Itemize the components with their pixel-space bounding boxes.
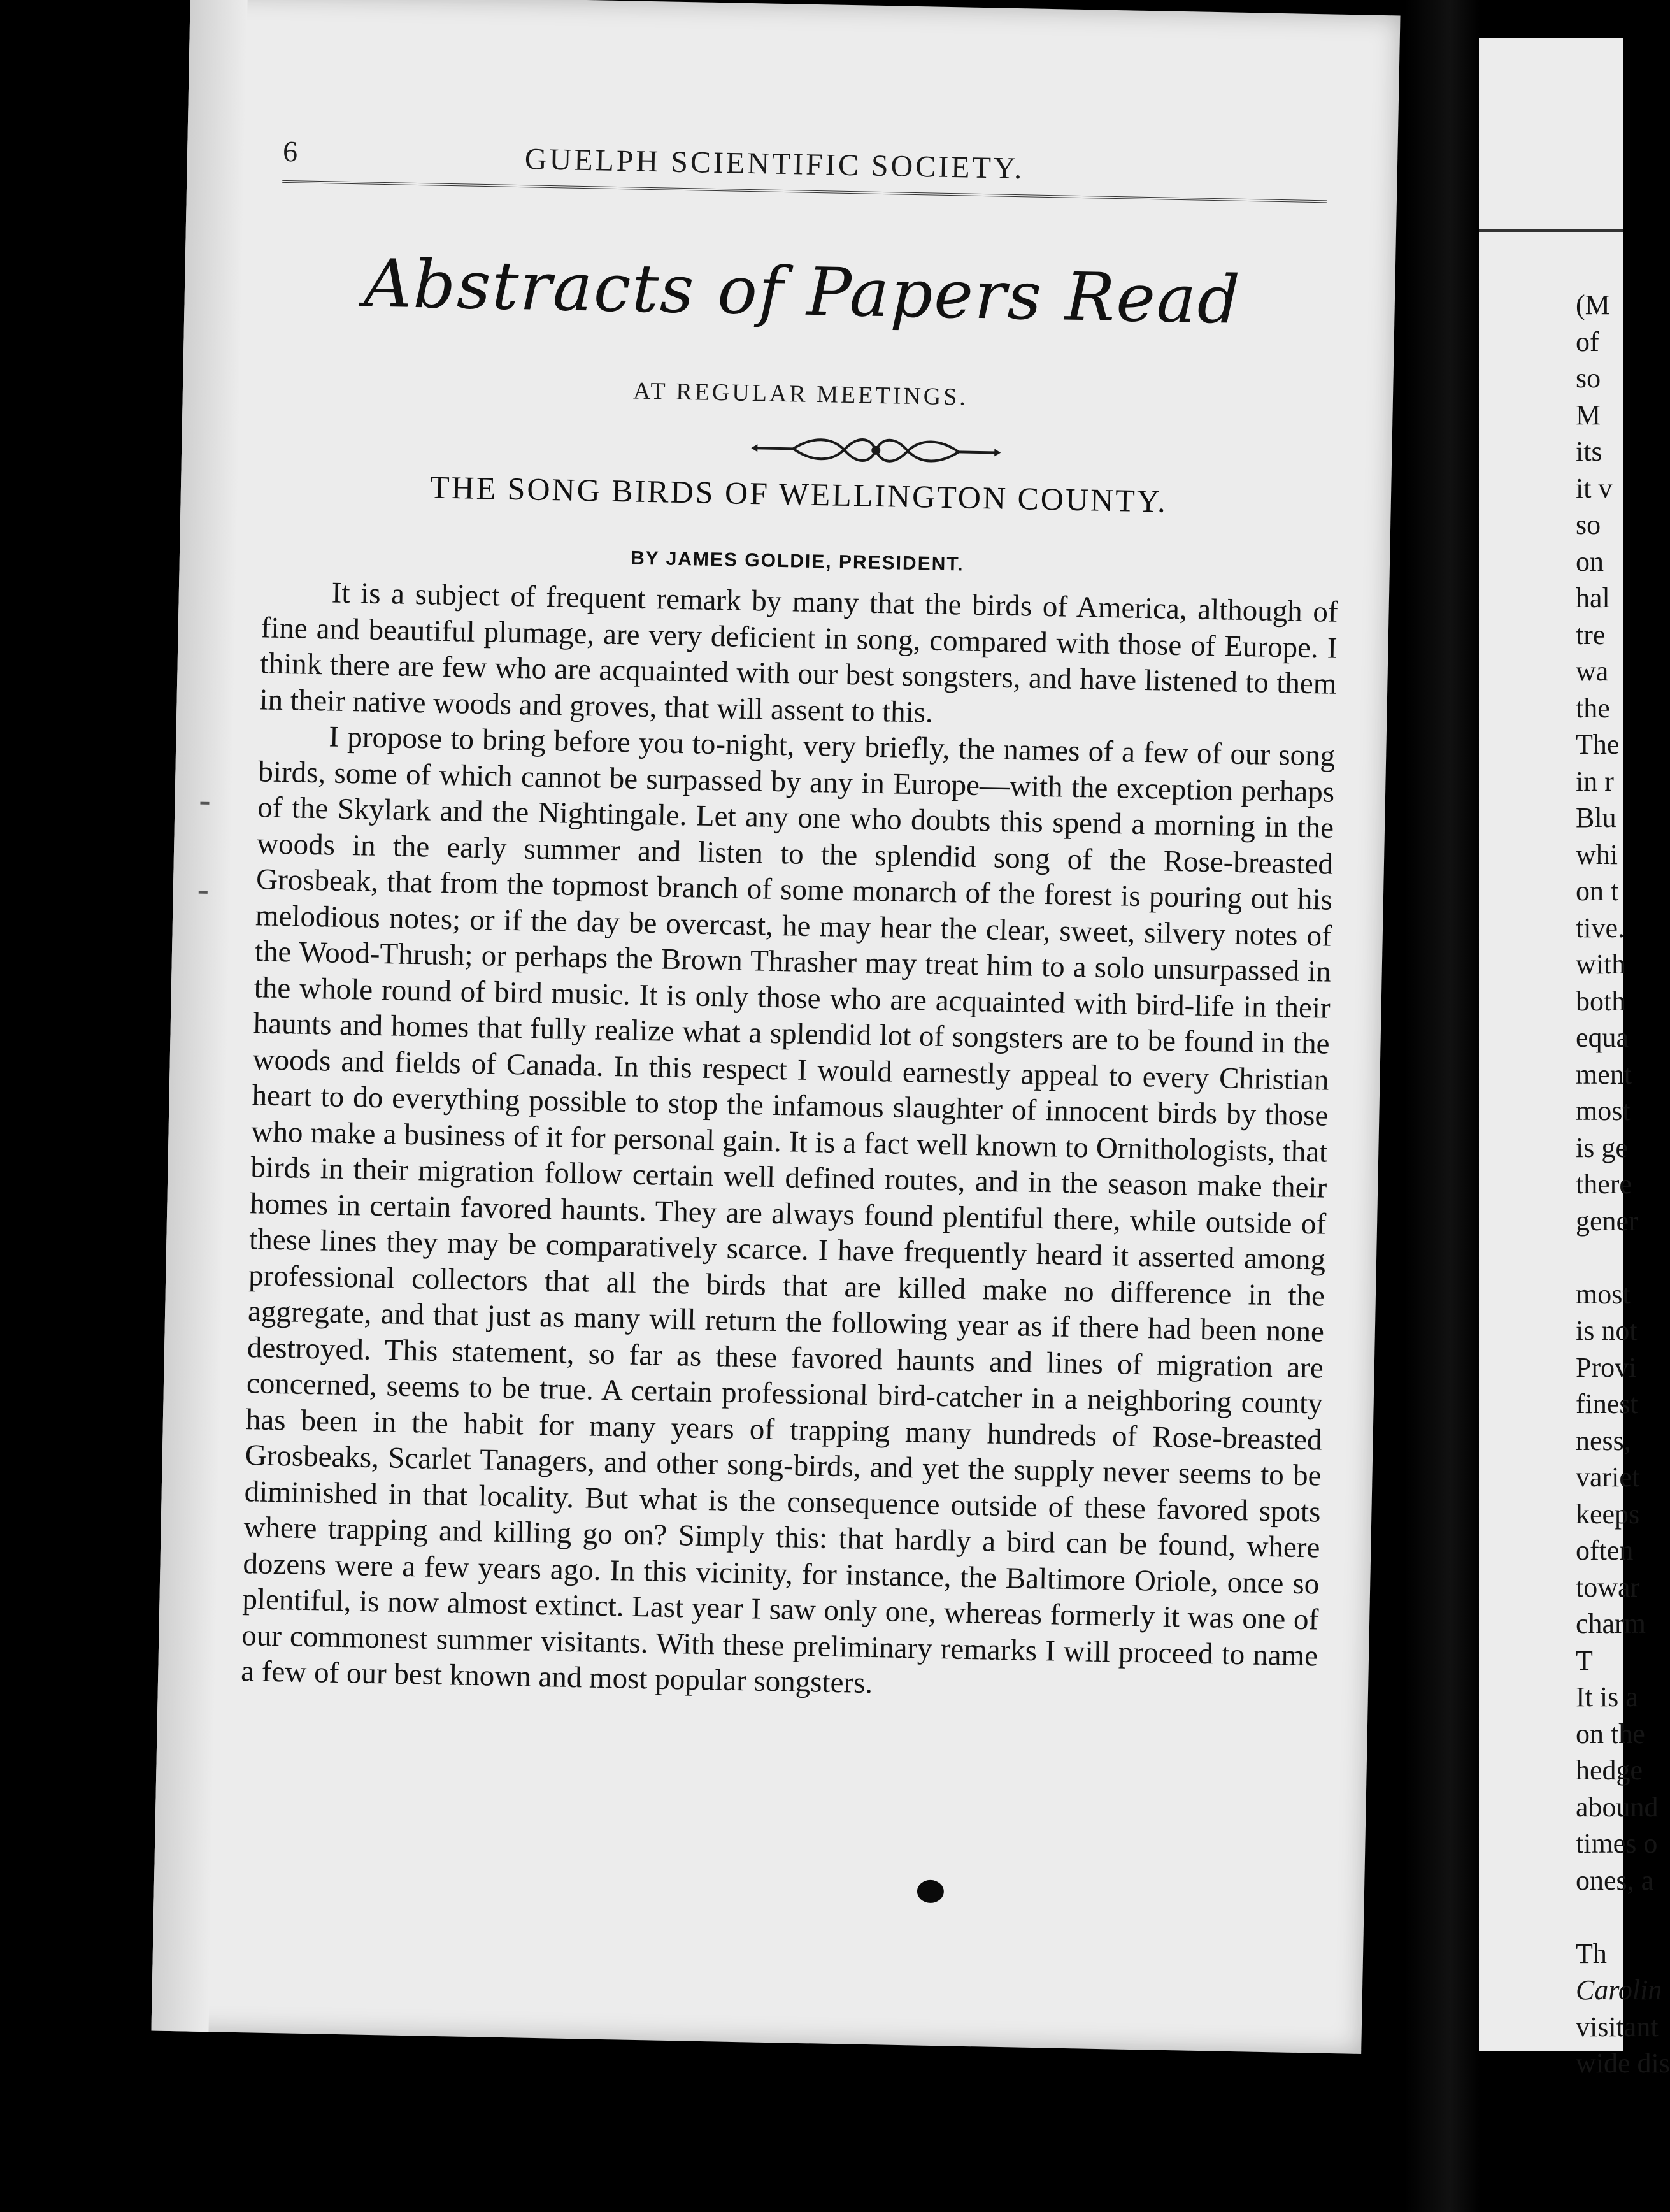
facing-line-fragment: abound (1576, 1791, 1659, 1823)
facing-line-fragment: Th (1576, 1937, 1607, 1969)
page-edge-shading (151, 0, 247, 2032)
facing-line-fragment: wa (1576, 656, 1609, 687)
facing-line-fragment: in r (1576, 765, 1614, 797)
facing-text-lines (1576, 287, 1670, 2082)
section-title: Abstracts of Papers Read (363, 244, 1242, 339)
facing-line-fragment: Blu (1576, 802, 1616, 833)
facing-line-fragment: (M (1576, 289, 1610, 320)
facing-line-fragment: Provi (1576, 1351, 1637, 1383)
left-page (151, 0, 1400, 2054)
facing-line-fragment: times o (1576, 1828, 1658, 1859)
facing-line-fragment: with (1576, 949, 1626, 980)
facing-line-fragment: visitant (1576, 2011, 1659, 2043)
facing-line-fragment: ment (1576, 1058, 1632, 1090)
facing-page-fragment (1479, 38, 1670, 2079)
facing-line-fragment: on t (1576, 875, 1619, 907)
facing-line-fragment: finest (1576, 1388, 1638, 1419)
margin-mark (200, 802, 209, 805)
facing-header-rule (1479, 229, 1623, 232)
facing-line-fragment: there (1576, 1168, 1632, 1200)
running-head (282, 122, 1327, 199)
facing-line-fragment: the (1576, 692, 1610, 724)
facing-line-fragment: most (1576, 1278, 1631, 1310)
facing-line-fragment: tive. (1576, 912, 1625, 944)
article-body (241, 573, 1338, 1710)
facing-line-fragment: hedge (1576, 1755, 1643, 1786)
facing-line-fragment: its (1576, 436, 1602, 467)
facing-line-fragment: both (1576, 985, 1626, 1017)
facing-line-fragment: It is a (1576, 1681, 1638, 1713)
facing-line-fragment: tre (1576, 619, 1606, 650)
facing-line-fragment: whi (1576, 838, 1618, 870)
facing-line-fragment: often (1576, 1535, 1634, 1566)
facing-line-fragment: it v (1576, 472, 1613, 504)
facing-line-fragment: towar (1576, 1571, 1640, 1603)
byline: BY JAMES GOLDIE, PRESIDENT. (630, 547, 964, 575)
facing-line-fragment (1576, 1899, 1670, 1936)
facing-line-fragment: ones, a (1576, 1864, 1654, 1896)
facing-line-fragment: wide dis (1576, 2048, 1670, 2079)
paragraph: I propose to bring before you to-night, very briefly, the names of a few of our song birds, some of which cannot be surpassed by any in Europe—with the exception perhaps of the Skylark and the Nightingale. Let any one who doubts this spend a morning in the woods in the early summer and listen to the splendid song of the Rose-breasted Grosbeak, that from the topmost branch of some monarch of the forest is pouring out his melodious notes; or if the day be overcast, he may hear the clear, sweet, silvery notes of the Wood-Thrush; or perhaps the Brown Thrasher may treat him to a solo unsurpassed in the whole round of bird music. It is only those who are acquainted with bird-life in their haunts and homes that fully realize what a splendid lot of songsters are to be found in the woods and fields of Canada. In this respect I would earnestly appeal to every Christian heart to do everything possible to stop the infamous slaughter of innocent birds by those who make a business of it for personal gain. It is a fact well known to Ornithologists, that birds in their migration follow certain well defined routes, and in the season make their homes in certain favored haunts. They are always found plentiful there, while outside of these lines they may be comparatively scarce. I have frequently heard it asserted among professional collectors that all the birds that are killed make no difference in the aggregate, and that just as many will return the following year as if there had been none destroyed. This statement, so far as these favored haunts and lines of migration are concerned, seems to be true. A certain professional bird-catcher in a neighboring county has been in the habit for many years of trapping many hundreds of Rose-breasted Grosbeaks, Scarlet Tanagers, and other song-birds, and yet the supply never seems to be diminished in that locality. But what is the consequence outside of these favored spots where trapping and killing go on? Simply this: that hardly a bird can be found, where dozens were a few years ago. In this vicinity, for instance, the Baltimore Oriole, once so plentiful, is now almost extinct. Last year I saw only one, whereas formerly it was one of our commonest summer visitants. With these preliminary remarks I will proceed to name a few of our best known and most popular songsters. (240, 720, 1336, 1700)
section-subtitle: AT REGULAR MEETINGS. (632, 377, 969, 411)
page-number: 6 (282, 134, 298, 168)
facing-line-fragment: variet (1576, 1462, 1640, 1493)
facing-line-fragment: equa (1576, 1022, 1629, 1053)
paragraph: It is a subject of frequent remark by many that the birds of America, although of fine and beautiful plumage, are very deficient in song, compared with those of Europe. I think there are few who are acquainted with our best songsters, and have listened to them in their native woods and groves, that will assent to this. (259, 576, 1339, 729)
journal-title: GUELPH SCIENTIFIC SOCIETY. (524, 142, 1025, 186)
facing-line-fragment: Carolin (1576, 1974, 1662, 2006)
margin-mark (199, 891, 208, 894)
facing-line-fragment: is not (1576, 1315, 1638, 1346)
facing-line-fragment: is ge (1576, 1131, 1628, 1163)
article-title: THE SONG BIRDS OF WELLINGTON COUNTY. (429, 469, 1168, 519)
gutter-shadow (1404, 0, 1481, 2212)
facing-line-fragment: gener (1576, 1205, 1638, 1237)
facing-line-fragment: T (1576, 1644, 1593, 1676)
facing-line-fragment: so (1576, 363, 1601, 394)
facing-line-fragment: keeps (1576, 1498, 1640, 1530)
facing-line-fragment: on (1576, 545, 1604, 577)
facing-line-fragment: charm (1576, 1608, 1646, 1639)
facing-line-fragment: so (1576, 509, 1601, 540)
ink-blot (917, 1880, 945, 1904)
facing-line-fragment: ness, (1576, 1425, 1631, 1456)
facing-line-fragment: most (1576, 1095, 1631, 1126)
facing-line-fragment (1576, 1239, 1670, 1276)
facing-line-fragment: The (1576, 729, 1620, 760)
facing-line-fragment: hal (1576, 582, 1610, 614)
facing-line-fragment: M (1576, 399, 1601, 431)
facing-line-fragment: on the (1576, 1718, 1645, 1749)
floral-ornament-icon (748, 429, 1004, 472)
facing-line-fragment: of (1576, 326, 1599, 357)
